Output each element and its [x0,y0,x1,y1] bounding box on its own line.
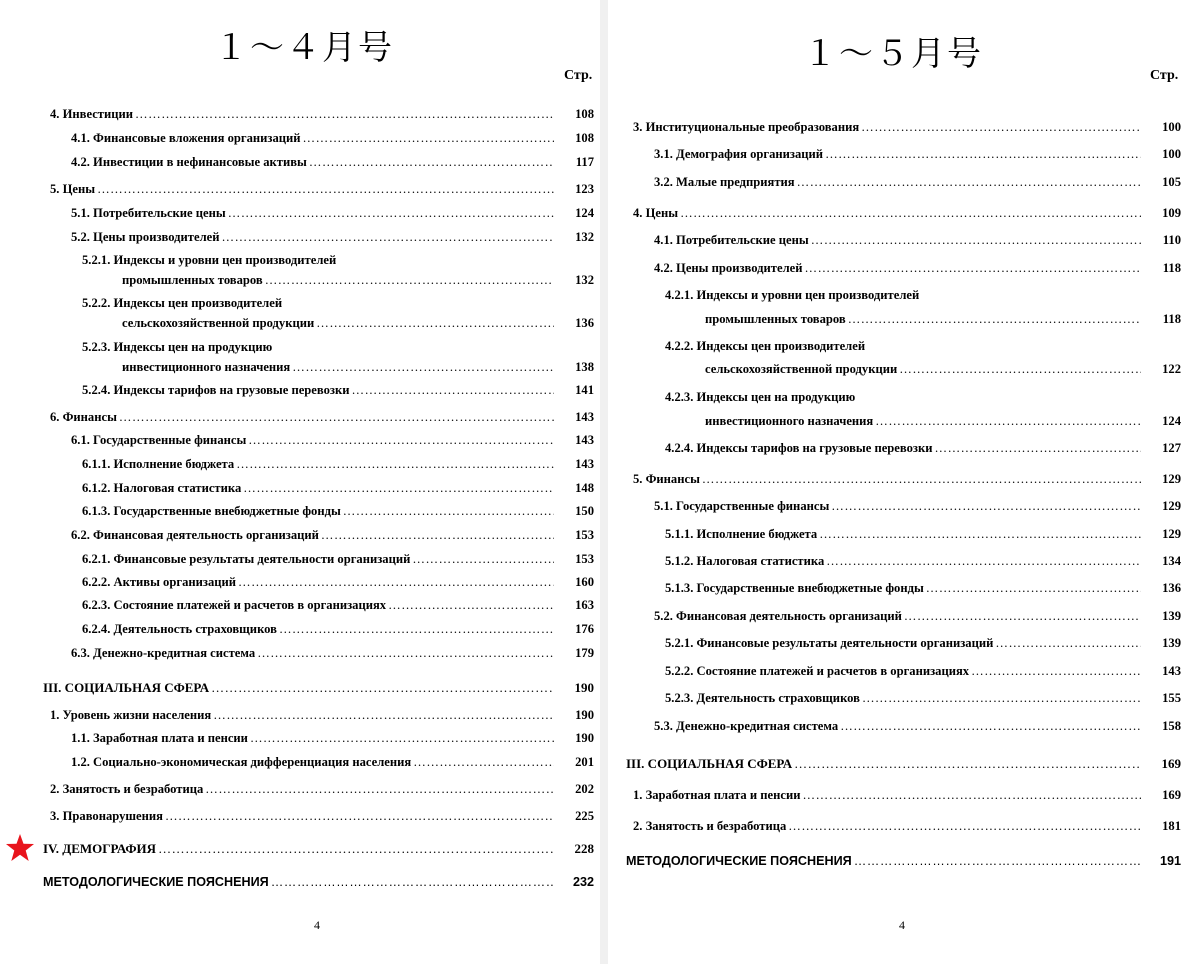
toc-entry [665,527,1181,545]
toc-entry [71,433,594,451]
toc-entry [71,528,594,546]
toc-entry-page: 190 [574,680,594,695]
toc-entry-label: 1. Заработная плата и пенсии [633,788,801,802]
toc-entry [71,755,594,773]
toc-entry-label: 5.2.2. Индексы цен производителей [82,296,283,310]
toc-entry-leader [321,528,554,543]
toc-entry [82,622,594,640]
right-page-number: 4 [899,918,905,932]
toc-entry-leader [904,609,1141,624]
toc-entry [122,316,594,334]
toc-entry-leader [257,646,554,661]
toc-entry [633,472,1181,490]
toc-entry-leader [271,875,554,889]
toc-entry-leader [995,636,1141,651]
toc-entry-label: 5.2. Цены производителей [71,230,220,244]
toc-entry [665,691,1181,709]
toc-entry [122,360,594,378]
toc-entry [50,708,594,726]
toc-entry-leader [926,581,1141,596]
toc-entry-label: 4. Цены [633,206,679,220]
toc-entry-label: 1.2. Социально-экономическая дифференциация населения [71,755,412,769]
toc-entry-page: 143 [1162,664,1181,678]
toc-entry-page: 153 [575,528,594,542]
toc-entry [82,383,594,401]
toc-entry-label: 1. Уровень жизни населения [50,708,212,722]
toc-entry [50,410,594,428]
toc-entry-leader [862,691,1141,706]
toc-entry-label: инвестиционного назначения [122,360,291,374]
toc-entry-page: 169 [1161,756,1181,771]
toc-entry-page: 225 [575,809,594,823]
toc-entry [633,120,1181,138]
toc-entry-label: 1.1. Заработная плата и пенсии [71,731,248,745]
toc-entry [654,499,1181,517]
toc-entry-label: 5. Цены [50,182,96,196]
toc-entry [43,841,594,859]
toc-entry [665,339,1181,357]
toc-entry [654,233,1181,251]
toc-entry [82,504,594,522]
toc-entry-label: 4.2.3. Индексы цен на продукцию [665,390,856,404]
star-icon [5,833,35,863]
toc-entry-label: 6.1. Государственные финансы [71,433,247,447]
toc-entry-page: 143 [575,410,594,424]
right-page [608,0,1200,964]
toc-entry-label: 6.1.2. Налоговая статистика [82,481,242,495]
toc-entry-leader [248,433,554,448]
toc-entry-leader [811,233,1141,248]
toc-entry-leader [250,731,554,746]
toc-entry-label: сельскохозяйственной продукции [122,316,315,330]
toc-entry [71,155,594,173]
toc-entry [43,875,594,893]
toc-entry-page: 176 [575,622,594,636]
toc-entry-page: 191 [1159,854,1181,868]
toc-entry-label: 6.2. Финансовая деятельность организаций [71,528,319,542]
toc-entry-label: 3. Правонарушения [50,809,163,823]
toc-entry-leader [309,155,554,170]
toc-entry [633,788,1181,806]
toc-entry-page: 109 [1162,206,1181,220]
toc-entry-label: 6. Финансы [50,410,117,424]
toc-entry-label: 4.2. Цены производителей [654,261,803,275]
toc-entry [665,581,1181,599]
toc-entry-page: 228 [574,841,594,856]
toc-entry [633,819,1181,837]
toc-entry-label: 5.1. Государственные финансы [654,499,830,513]
toc-entry-page: 129 [1162,499,1181,513]
toc-entry-page: 150 [575,504,594,518]
toc-entry-page: 100 [1162,120,1181,134]
toc-entry-leader [279,622,554,637]
toc-entry [626,854,1181,872]
toc-entry [654,609,1181,627]
toc-entry-leader [351,383,554,398]
toc-entry [665,441,1181,459]
toc-entry-page: 169 [1162,788,1181,802]
toc-entry-leader [826,554,1141,569]
toc-entry-label: сельскохозяйственной продукции [705,362,898,376]
toc-entry-leader [412,552,554,567]
toc-entry-label: 5.2.1. Индексы и уровни цен производителей [82,253,337,267]
toc-entry [705,362,1181,380]
toc-entry-page: 232 [572,875,594,889]
toc-entry-label: 5.1.3. Государственные внебюджетные фонды [665,581,924,595]
toc-entry-page: 134 [1162,554,1181,568]
toc-entry-leader [680,206,1141,221]
toc-entry-label: 4.2.4. Индексы тарифов на грузовые перевозки [665,441,933,455]
toc-entry [654,147,1181,165]
toc-entry-leader [135,107,554,122]
toc-entry-label: 4.2. Инвестиции в нефинансовые активы [71,155,307,169]
toc-entry-page: 190 [575,731,594,745]
toc-entry-leader [238,575,554,590]
toc-entry-page: 127 [1162,441,1181,455]
toc-entry [71,646,594,664]
toc-entry-leader [97,182,554,197]
toc-entry-label: 4.1. Финансовые вложения организаций [71,131,301,145]
toc-entry-leader [211,680,554,696]
toc-entry [665,288,1181,306]
toc-entry-leader [854,854,1141,868]
toc-entry-page: 202 [575,782,594,796]
left-page-title: １～４月号 [214,28,394,68]
toc-entry [665,390,1181,408]
toc-entry-leader [934,441,1141,456]
toc-entry-page: 132 [575,273,594,287]
toc-entry [665,554,1181,572]
toc-entry-page: 141 [575,383,594,397]
toc-entry [50,182,594,200]
toc-entry-label: 4. Инвестиции [50,107,133,121]
left-page-column-header: Стр. [564,68,593,83]
toc-entry-leader [794,756,1141,772]
toc-entry [633,206,1181,224]
toc-entry [71,731,594,749]
toc-entry-leader [292,360,554,375]
toc-entry [50,107,594,125]
toc-entry [82,481,594,499]
toc-entry-leader [413,755,554,770]
left-page-number: 4 [314,918,320,932]
toc-entry [43,680,594,698]
toc-entry-label: 5.1.2. Налоговая статистика [665,554,825,568]
toc-entry [654,261,1181,279]
toc-entry-page: 118 [1162,312,1181,326]
toc-entry [705,312,1181,330]
toc-entry-label: III. СОЦИАЛЬНАЯ СФЕРА [626,756,793,771]
toc-entry-page: 118 [1162,261,1181,275]
toc-entry-page: 158 [1162,719,1181,733]
toc-entry-label: 5.2.4. Индексы тарифов на грузовые перевозки [82,383,350,397]
toc-entry-page: 143 [575,433,594,447]
toc-entry-leader [803,788,1142,803]
toc-entry-label: МЕТОДОЛОГИЧЕСКИЕ ПОЯСНЕНИЯ [626,854,852,868]
toc-entry-leader [899,362,1141,377]
toc-entry [626,756,1181,774]
toc-entry [654,719,1181,737]
toc-entry-label: 4.1. Потребительские цены [654,233,809,247]
toc-entry [82,552,594,570]
toc-entry-leader [848,312,1141,327]
toc-entry-page: 110 [1162,233,1181,247]
toc-entry-label: 6.1.3. Государственные внебюджетные фонды [82,504,341,518]
toc-entry-page: 100 [1162,147,1181,161]
toc-entry-label: 6.2.3. Состояние платежей и расчетов в организациях [82,598,387,612]
toc-entry-page: 124 [575,206,594,220]
toc-entry-page: 117 [575,155,594,169]
toc-entry-page: 139 [1162,636,1181,650]
toc-entry-leader [119,410,554,425]
toc-entry-leader [861,120,1141,135]
toc-entry-page: 190 [575,708,594,722]
toc-entry-leader [205,782,554,797]
toc-entry-leader [797,175,1141,190]
toc-entry-page: 155 [1162,691,1181,705]
toc-entry-label: 2. Занятость и безработица [50,782,204,796]
toc-entry-page: 108 [575,131,594,145]
toc-entry-leader [265,273,554,288]
toc-entry-label: 5.2.3. Индексы цен на продукцию [82,340,273,354]
toc-entry-page: 163 [575,598,594,612]
toc-entry [50,782,594,800]
toc-entry-page: 143 [575,457,594,471]
toc-entry-page: 153 [575,552,594,566]
toc-entry-leader [971,664,1141,679]
toc-entry-label: 5.2.2. Состояние платежей и расчетов в организациях [665,664,970,678]
toc-entry-leader [343,504,554,519]
toc-entry-page: 123 [575,182,594,196]
toc-entry-page: 129 [1162,472,1181,486]
toc-entry-leader [165,809,554,824]
page-divider [600,0,608,964]
toc-entry [665,636,1181,654]
toc-entry-label: промышленных товаров [122,273,263,287]
toc-entry-leader [875,414,1141,429]
toc-entry [122,273,594,291]
toc-entry-label: МЕТОДОЛОГИЧЕСКИЕ ПОЯСНЕНИЯ [43,875,269,889]
toc-entry-label: 6.2.4. Деятельность страховщиков [82,622,277,636]
toc-entry [82,598,594,616]
toc-entry-label: 3.2. Малые предприятия [654,175,795,189]
toc-entry-page: 136 [1162,581,1181,595]
toc-entry-leader [243,481,554,496]
toc-entry-label: 5.1.1. Исполнение бюджета [665,527,818,541]
toc-entry-leader [388,598,554,613]
toc-entry-label: 5.1. Потребительские цены [71,206,226,220]
right-page-column-header: Стр. [1150,68,1179,83]
toc-entry-label: IV. ДЕМОГРАФИЯ [43,841,157,856]
toc-entry [665,664,1181,682]
toc-entry-label: III. СОЦИАЛЬНАЯ СФЕРА [43,680,210,695]
toc-entry [71,206,594,224]
toc-entry-leader [819,527,1141,542]
toc-entry-label: 5. Финансы [633,472,700,486]
toc-entry-label: 4.2.2. Индексы цен производителей [665,339,866,353]
toc-entry-page: 139 [1162,609,1181,623]
toc-entry-leader [228,206,554,221]
toc-entry-page: 105 [1162,175,1181,189]
toc-entry-leader [316,316,554,331]
toc-entry-leader [840,719,1141,734]
toc-entry-page: 181 [1162,819,1181,833]
toc-entry-page: 138 [575,360,594,374]
toc-entry [654,175,1181,193]
toc-entry [50,809,594,827]
toc-entry-leader [222,230,555,245]
toc-entry-label: 4.2.1. Индексы и уровни цен производителей [665,288,920,302]
toc-entry-page: 136 [575,316,594,330]
toc-entry-label: 6.2.1. Финансовые результаты деятельности организаций [82,552,411,566]
toc-entry-label: 3. Институциональные преобразования [633,120,860,134]
toc-entry [82,253,594,271]
toc-entry-page: 108 [575,107,594,121]
toc-entry-label: промышленных товаров [705,312,846,326]
right-page-title: １～５月号 [803,34,983,74]
toc-entry-label: 3.1. Демография организаций [654,147,824,161]
toc-entry [82,457,594,475]
toc-entry-leader [825,147,1141,162]
toc-entry-page: 132 [575,230,594,244]
toc-entry-leader [805,261,1142,276]
toc-entry-label: 6.2.2. Активы организаций [82,575,237,589]
toc-entry-label: 5.2.3. Деятельность страховщиков [665,691,860,705]
toc-entry [71,131,594,149]
toc-entry [705,414,1181,432]
toc-entry-page: 160 [575,575,594,589]
toc-entry-leader [158,841,554,857]
toc-entry [82,575,594,593]
toc-entry-label: 5.2. Финансовая деятельность организаций [654,609,902,623]
toc-entry-leader [831,499,1141,514]
toc-entry-label: 2. Занятость и безработица [633,819,787,833]
toc-entry-leader [213,708,554,723]
toc-entry-label: инвестиционного назначения [705,414,874,428]
toc-entry-leader [303,131,554,146]
toc-entry [82,296,594,314]
toc-entry-page: 201 [575,755,594,769]
toc-entry-page: 148 [575,481,594,495]
toc-entry-page: 179 [575,646,594,660]
toc-entry-page: 129 [1162,527,1181,541]
toc-entry [82,340,594,358]
toc-entry [71,230,594,248]
toc-entry-label: 5.2.1. Финансовые результаты деятельности организаций [665,636,994,650]
toc-entry-leader [702,472,1141,487]
toc-entry-leader [788,819,1141,834]
toc-entry-page: 124 [1162,414,1181,428]
toc-entry-label: 5.3. Денежно-кредитная система [654,719,839,733]
toc-entry-label: 6.3. Денежно-кредитная система [71,646,256,660]
toc-entry-page: 122 [1162,362,1181,376]
toc-entry-leader [236,457,554,472]
toc-entry-label: 6.1.1. Исполнение бюджета [82,457,235,471]
